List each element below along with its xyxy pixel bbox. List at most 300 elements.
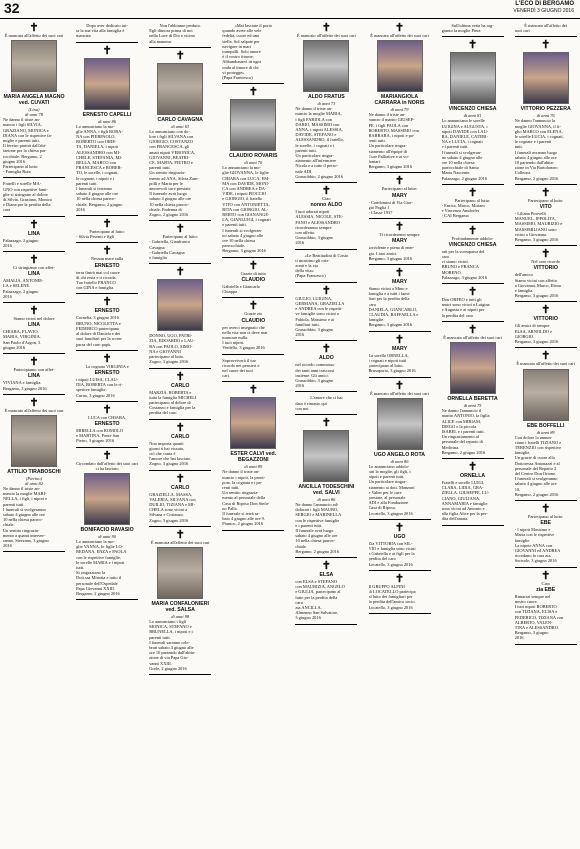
notice-text-line: Egli dimora prima di noi (149, 28, 193, 34)
cross-icon: ✝ (541, 248, 551, 261)
column-5 (295, 22, 357, 847)
notice-text-line: Un sentito ringrazia- (222, 490, 259, 496)
notice-text-line: ziamento ai dott. Manzoni (368, 484, 415, 490)
notice-text-line: parsa del caro papà. (76, 341, 111, 347)
notice-text-line: LA, GIANLUIGI, i cognati (222, 217, 271, 223)
notice-intro: Partecipano al lutto: (528, 513, 564, 519)
notice-text-line: Grassobbio, 3 giugno (295, 326, 334, 332)
obituary-notice (295, 285, 357, 342)
notice-text-line: del Centro Don Orione. (514, 470, 557, 476)
notice-text-line: nuncio la moglie MARIA, (295, 111, 342, 117)
notice-intro: Dopo aver dedicato tut- (86, 23, 128, 28)
notice-text-line: Bergamo, 3 giugno 2016 (368, 164, 413, 170)
notice-text-line: DIANA con le rispettive fa- (3, 132, 53, 138)
notice-text-line: sabato 4 giugno alle ore (295, 533, 338, 539)
deceased-age: di anni 89 (244, 464, 263, 470)
notice-text-line: Bergamo, 3 giugno 2016 (3, 385, 47, 391)
notice-text-line: alla mamma. (149, 38, 172, 44)
obituary-notice (149, 223, 211, 264)
cross-icon: ✝ (175, 266, 185, 279)
notice-text-line: SERGIO e MARINELLA (295, 512, 342, 518)
cross-icon: ✝ (102, 44, 112, 57)
column-3 (149, 22, 211, 847)
notice-intro: Partecipano al lutto: (528, 197, 564, 203)
notice-text-line: no sabato 4 giugno alle (441, 154, 483, 160)
notice-text-line: Il funerale avrà luogo (149, 191, 188, 197)
notice-text-line: I funerali si terranno (76, 186, 113, 192)
notice-text-line: cara (3, 207, 11, 213)
deceased-name: VINCENZO CHIESA (448, 106, 497, 113)
notice-text-line: Zogno, 2 giugno 2016 (149, 212, 189, 218)
notice-intro: «Le Beatitudini di Cristo (304, 252, 349, 258)
notice-text-line: e i parenti tutti. (441, 144, 469, 150)
notice-text-line: Fabiola, Massimo e ai (295, 316, 335, 322)
notice-text-line: Ne danno il triste an- (3, 117, 41, 123)
cross-icon: ✝ (102, 352, 112, 365)
notice-text-line: Locatello, 3 giugno 2016 (368, 604, 413, 610)
notice-text-line: RA con PAOLO, SIMO- (149, 343, 193, 349)
notice-text-line: di Silvia, Graziano, Monica (3, 197, 52, 203)
obituary-notice (369, 573, 431, 614)
notice-text-line: e GIORGIO, il fratello (222, 196, 263, 202)
notice-intro: Ciao (322, 196, 331, 202)
notice-intro: Ci stringiamo con affet- (13, 265, 55, 271)
notice-text-line: - Gabriella, Gianfranco (149, 239, 191, 245)
notice-text-line: ROBERTO, MASSIMO con (368, 127, 419, 133)
notice-text-line: ore 10 nella chiesa (222, 238, 256, 244)
notice-text-line: 2016 (295, 332, 305, 338)
obituary-notice (76, 450, 138, 601)
notice-text-line: mento a quanti interver- (3, 532, 46, 538)
notice-text-line: MANUEL, IPPOLITA, (514, 216, 556, 222)
notice-text-line: mento ad ANA, Silvia Zam- (149, 175, 199, 181)
cross-icon: ✝ (175, 49, 185, 62)
notice-text-line: Rimarrai sempre nel (514, 593, 551, 599)
notice-text-line: famiglie. (514, 537, 531, 543)
notice-intro: È mancato all'affetto dei (524, 23, 568, 28)
notice-text-line: CHELA sono vicini a (149, 507, 188, 513)
cross-icon: ✝ (248, 384, 258, 397)
notice-text-line: chiale. Bergamo, 2 giugno (76, 201, 123, 207)
notice-text-line: parenti tutti. (295, 147, 317, 153)
notice-text-line: no Palla. (222, 505, 238, 511)
notice-text-line: nel ricordo commosso (295, 362, 335, 368)
obituary-notice (149, 22, 211, 48)
notice-text-line: AMALIA, ANTONIE- (3, 278, 44, 284)
obituary-notice (369, 380, 431, 520)
notice-text-line: VIVIANA e famiglia. (3, 380, 42, 386)
notice-text-line: insieme. Gli amici. (295, 372, 329, 378)
notice-text-line: ranno. Stezzano, 3 giugno (3, 537, 49, 543)
deceased-nickname: (Lina) (28, 107, 40, 113)
notice-text-line: Fratelli e sorelle LUIGI, (441, 479, 485, 485)
cross-icon: ✝ (102, 245, 112, 258)
obituary-notice (295, 394, 357, 415)
notice-text-line: Sopravviverà il tuo (222, 357, 256, 363)
column-7 (442, 22, 504, 847)
notice-intro: È mancata all'affetto dei suoi cari (370, 33, 429, 38)
deceased-name: ALDO FRATUS (307, 94, 345, 101)
notice-text-line: navigare in mari (222, 43, 252, 49)
notice-text-line: CLAUDIA, RAFFAELLA e (368, 312, 419, 318)
notice-text-line: spettive famiglie. (76, 387, 107, 393)
notice-text-line: (Papa Francesco) (295, 273, 326, 279)
notice-text-line: dolorati i figli MAURO, (295, 507, 339, 513)
cross-icon: ✝ (175, 223, 185, 236)
notice-text-line: Bergamo, 2 giugno 2016 (76, 590, 120, 596)
notice-text-line: MASSIMILIANO sono (514, 226, 557, 232)
column-8 (515, 22, 577, 847)
notice-text-line: 10. (514, 486, 521, 492)
notice-text-line: dita dell'amata. (441, 516, 469, 522)
notice-text-line: ANNAMARIA e famiglie (441, 500, 488, 506)
notice-text-line: chiale. Endenna di (149, 206, 182, 212)
deceased-age: di anni 75 (463, 403, 482, 409)
notice-text-line: Bergamo, 2 giugno 2016 (514, 491, 559, 497)
notice-text-line: Casa di Riposo. (368, 505, 397, 511)
notice-intro: Partecipano al lutto: (381, 186, 418, 192)
obituary-notice (515, 503, 577, 568)
notice-text-line: con affetto. (295, 230, 316, 236)
notice-text-line: Si ringraziano la (76, 570, 106, 576)
notice-text-line: FEDERICO partecipano (76, 325, 120, 331)
notice-text-line: parenti tutti. (76, 180, 98, 186)
notice-text-line: DANIELA, GIANCARLO, (368, 306, 418, 312)
portrait-photo (11, 40, 57, 92)
notice-text-line: le sorelle LUCIA, i cognati, (514, 134, 564, 140)
notice-text-line: (Papa Francesco) (222, 75, 253, 81)
notice-intro: Siamo vicini nel dolore (13, 316, 55, 322)
notice-text-line: famiglie. (514, 450, 531, 456)
notice-text-line: Zogno, 3 giugno 2016 (149, 517, 189, 523)
portrait-photo (303, 40, 349, 92)
notice-intro: L'amore che ci hai (310, 395, 343, 401)
portrait-photo (377, 40, 423, 92)
obituary-notice (76, 45, 138, 216)
notice-text-line: DIEGO e la piccola (441, 423, 477, 429)
notice-text-line: Bergamo, 3 giugno 2016 (368, 322, 413, 328)
notice-intro: Ti ricorderemo sempre (379, 232, 420, 238)
notice-text-line: MIRELLA con ROMOLO (76, 427, 123, 433)
obituary-columns (3, 22, 577, 847)
notice-text-line: dell'amico (514, 272, 533, 278)
deceased-age: di anni 76 (536, 113, 555, 119)
deceased-age: di anni 63 (171, 123, 190, 129)
obituary-notice (295, 343, 357, 392)
cross-icon: ✝ (467, 39, 478, 52)
notice-text-line: ore 10 partendo dall'abita- (149, 650, 196, 656)
notice-intro: È mancato all'affetto dei suoi cari (370, 390, 429, 396)
notice-text-line: sorridente e piena di ener- (368, 245, 415, 251)
deceased-name: EBE (540, 520, 552, 527)
obituary-notice (149, 473, 211, 527)
notice-text-line: La sorella ORNELLA, (368, 352, 409, 358)
notice-text-line: nuncio il marito GIUSEP- (368, 117, 415, 123)
obituary-notice (3, 180, 65, 216)
notice-text-line: FANO e ALESSANDRO (295, 219, 340, 225)
notice-text-line: renti tutti. (368, 138, 386, 144)
notice-text-line: giorni ti hai vissuto, (149, 445, 185, 451)
obituary-notice (515, 248, 577, 302)
notice-text-line: con noi. (295, 405, 310, 411)
notice-intro: È mancata all'affetto dei suoi cari (4, 33, 64, 38)
notice-text-line: ve famiglie sono vicini a (295, 311, 339, 317)
notice-text-line: e GIULIA, partecipano al (295, 589, 341, 595)
cross-icon: ✝ (541, 186, 551, 199)
notice-text-line: Chiappa (222, 289, 237, 295)
notice-text-line: e famiglia. (514, 288, 534, 294)
obituary-notice (149, 529, 211, 675)
notice-intro: Partecipano al lutto: (454, 197, 491, 203)
notice-text-line: con TIZIANA, ELISA e (514, 609, 558, 615)
notice-text-line: Siamo vicini con affetto (514, 277, 557, 283)
deceased-name: EBE BOFFELLI (526, 422, 565, 429)
notice-text-line: vicini a Giovanna. (514, 231, 547, 237)
notice-text-line: 10 nella chiesa parroc- (76, 196, 116, 202)
notice-text-line: TINA e ALESSANDRO. (514, 624, 559, 630)
notice-text-line: rocchiale. Bergamo, 2 (3, 153, 42, 159)
notice-text-line: ELSA, ARNOLDO e (514, 328, 553, 334)
cross-icon: ✝ (175, 472, 185, 485)
notice-text-line: Brusaporto, 3 giugno 2016 (368, 368, 416, 374)
masthead (513, 1, 574, 15)
cross-icon: ✝ (321, 343, 331, 356)
notice-text-line: Il funerale avrà luogo (295, 527, 334, 533)
notice-text-line: CE, MARTA, PIETRO e (149, 160, 193, 166)
notice-text-line: la perdita dell'amico socio. (368, 599, 416, 605)
obituary-notice (222, 260, 284, 299)
notice-text-line: zia ANCILLA. (295, 604, 322, 610)
notice-text-line: ricordo nei pensieri e (222, 362, 260, 368)
notice-intro: La cognata VIRGINIA e (85, 363, 129, 369)
notice-text-line: ADI e alla Fondazione (368, 500, 409, 506)
notice-text-line: Almenno San Salvatore, (295, 610, 339, 616)
cross-icon: ✝ (248, 86, 258, 99)
notice-text-line: tutti. (514, 144, 523, 150)
notice-text-line: e Diana per la perdita della (3, 202, 51, 208)
notice-text-line: di LOCATELLO partecipa (368, 588, 416, 594)
notice-text-line: Sorisole, 3 giugno 2016 (514, 558, 557, 564)
obituary-notice (369, 334, 431, 378)
obituary-notice (295, 252, 357, 283)
notice-text-line: nella vita non ci deve mai (222, 329, 268, 335)
deceased-age: di anni 79 (390, 107, 409, 113)
notice-intro: Partecipano al lutto: (162, 234, 198, 240)
notice-text-line: glie si stringono al dolore (3, 191, 48, 197)
column-4 (222, 22, 284, 847)
portrait-photo (523, 369, 569, 421)
notice-text-line: Costanzo e famiglia per la (149, 405, 196, 411)
notice-text-line: Dott.ssa Minotta e tutto il (76, 575, 122, 581)
obituary-notice (442, 39, 504, 184)
notice-text-line: 10 nella chiesa parroc- (295, 538, 336, 544)
notice-text-line: Bergamo, 3 giugno 2016 (368, 255, 413, 261)
cross-icon: ✝ (175, 421, 185, 434)
deceased-name: ESTER CALVI ved. BEGAZZONI (230, 451, 277, 464)
notice-text-line: RELLA, MARCO con (76, 160, 116, 166)
notice-text-line: gia. I tuoi amici. (368, 250, 398, 256)
cross-icon: ✝ (394, 521, 405, 534)
notice-text-line: Maria con le rispettive (514, 532, 555, 538)
notice-text-line: quando avete alle vele (222, 28, 262, 34)
notice-text-line: I funerali si svolgeranno (3, 506, 46, 512)
obituary-notice (149, 266, 211, 368)
notice-text-line: NA con PIERPAOLO, (76, 134, 116, 140)
notice-text-line: nuncio i nipoti, la proni- (222, 474, 266, 480)
notice-text-line: 2016 (3, 543, 12, 549)
deceased-name: MARIA CONFALONIERI ved. SALSA (151, 600, 209, 613)
notice-text-line: no sabato 4 giugno alle (222, 232, 264, 238)
notice-text-line: vi siamo vicini. (441, 259, 469, 265)
notice-text-line: onda al timore di chi (222, 64, 259, 70)
cross-icon: ✝ (467, 323, 478, 336)
notice-text-line: Lo annunciano la mo- (76, 538, 115, 544)
notice-text-line: GRAZIELLA, MASSA, (149, 491, 193, 497)
cross-icon: ✝ (248, 259, 258, 272)
notice-text-line: I funerali avranno luogo (514, 149, 558, 155)
obituary-notice (149, 371, 211, 420)
notice-text-line: sono vicini ad Antonio e (441, 505, 485, 511)
cross-icon: ✝ (29, 218, 39, 231)
notice-text-line: al dolore di Daniela e dei (76, 331, 121, 337)
notice-text-line: - CAI Bergamo (441, 213, 469, 219)
notice-text-line: - Enrica, Marco, Miriam (441, 203, 485, 209)
notice-text-line: suoi familiari per la scom- (76, 336, 123, 342)
notice-text-line: NELLA, i figli, i nipoti e (3, 496, 48, 502)
notice-text-line: FEDERICO, TIZIANA con (514, 614, 564, 620)
notice-text-line: terra finirà mai col cuore (76, 269, 120, 275)
notice-text-line: Maria Nascente. (441, 170, 471, 176)
notice-text-line: con FRANCESCA, gli (149, 144, 190, 150)
notice-text-line: DONNO, UGO, PATRI- (149, 333, 193, 339)
notice-text-line: nel cuore dei tuoi (222, 367, 253, 373)
obituary-notice (442, 286, 504, 322)
notice-text-line: - Famiglia Rota (3, 169, 31, 175)
cross-icon: ✝ (102, 403, 112, 416)
notice-text-line: e i parenti tutti. (295, 522, 323, 528)
notice-text-line: nostro cuore. (514, 598, 538, 604)
notice-text-line: - I nipoti Massimo e (514, 527, 551, 533)
cross-icon: ✝ (102, 449, 112, 462)
notice-intro: È mancata all'affetto dei suoi cari (443, 334, 502, 340)
notice-text-line: BARBARA, i nipoti e pa- (368, 133, 415, 139)
notice-text-line: CHELE, STEFANIA, MI- (76, 154, 123, 160)
notice-text-line: DUILIO, TIZIANA e MI- (149, 501, 195, 507)
notice-text-line: Ne danno l'annuncio ad- (295, 501, 339, 507)
notice-text-line: GIULIO, LUIGINA, (295, 295, 333, 301)
obituary-notice (515, 22, 577, 37)
notice-text-line: nuncio i figli SILVIA, (3, 122, 42, 128)
notice-text-line: LUIGINA e AUGUSTA, i (441, 123, 488, 129)
notice-text-line: chiale. (295, 543, 307, 549)
notice-text-line: i nipoti LUISA, CLAU- (76, 376, 119, 382)
deceased-name: CARLO (170, 433, 190, 440)
notice-intro: Sull'ultima vetta ha rag- (451, 23, 494, 28)
notice-text-line: MONICA, STEFANO e (149, 624, 192, 630)
deceased-name: nonno ALDO (310, 202, 343, 209)
notice-text-line: tazione per la chiesa par- (3, 148, 47, 154)
notice-text-line: Don ORFEO e tutti gli (441, 297, 482, 303)
cross-icon: ✝ (321, 22, 331, 34)
notice-text-line: Ne danno il triste an- (295, 106, 333, 112)
cross-icon: ✝ (29, 396, 39, 409)
notice-text-line: MASSIMO, MAURIZIO e (514, 221, 563, 227)
notice-text-line: Non importa quanti (149, 440, 184, 446)
notice-text-line: Bergamo, 3 giugno 2016 (514, 237, 559, 243)
notice-text-line: Palazzago, 2 giugno (3, 288, 39, 294)
notice-text-line: Verdello, 3 giugno 2016 (222, 345, 265, 351)
deceased-name: MARY (391, 238, 408, 245)
notice-text-line: ciò che conta è (149, 450, 176, 456)
portrait-photo (157, 547, 203, 599)
notice-text-line: parrocchiale. (222, 243, 246, 249)
notice-text-line: Locatello, 3 giugno 2016 (368, 510, 413, 516)
notice-text-line: ISABEL e i parenti tutti. (441, 428, 485, 434)
deceased-name: ERNESTO (94, 420, 120, 427)
obituary-notice (76, 218, 138, 243)
deceased-name: CLAUDIO (241, 317, 266, 324)
deceased-name: VITO (539, 204, 552, 211)
notice-text-line: Il funerale si terrà sa- (222, 510, 260, 516)
notice-text-line: partecipano al dolore di (149, 399, 191, 405)
notice-text-line: Cure Palliative e ai vo- (368, 153, 409, 159)
deceased-name: ORNELLA (460, 472, 486, 479)
cross-icon: ✝ (394, 379, 405, 392)
notice-text-line: Un sentito ringrazia- (3, 527, 40, 533)
notice-text-line: di chi resta e ti ricorda. (76, 274, 117, 280)
notice-text-line: I tuoi adorati nipoti (295, 209, 330, 215)
obituary-notice (76, 296, 138, 350)
notice-intro: È mancato all'affetto dei suoi cari (296, 33, 356, 38)
notice-text-line: MARIA, VIRGINIA. (3, 334, 41, 340)
notice-text-line: MORENO. (441, 269, 462, 275)
notice-text-line: caro (441, 254, 450, 260)
notice-text-line: 10 partendo dall'abita- (514, 160, 555, 166)
notice-text-line: CA con ANDREA e DA- (222, 186, 267, 192)
obituary-notice (76, 353, 138, 402)
notice-text-line: Un particolare ringra- (368, 479, 407, 485)
deceased-name: ORNELLA BERETTA (447, 396, 498, 403)
notice-text-line: Zogno, 3 giugno 2016 (149, 461, 189, 467)
notice-text-line: Casa di Riposo Don Stefa- (222, 500, 270, 506)
notice-text-line: PE, i figli PAOLA con (368, 122, 408, 128)
newspaper-name: L'ECO DI BERGAMO (515, 1, 574, 7)
obituary-notice (222, 86, 284, 257)
notice-text-line: suoi cari (514, 28, 530, 34)
notice-text-line: Palazzago, 2 giugno 2016 (441, 175, 487, 181)
notice-text-line: MARZIA, ROBERTA e (149, 389, 192, 395)
notice-text-line: sabato 4 giugno alle ore (76, 191, 119, 197)
notice-text-line: le cognate, i nipoti e i (76, 175, 115, 181)
notice-text-line: GIOVANNI ed ANDREA (514, 547, 561, 553)
notice-text-line: famiglie. (368, 317, 385, 323)
notice-text-line: CLARA, LIDIA, GRA- (441, 485, 484, 491)
notice-text-line: DARIO, MASSIMO con (295, 121, 340, 127)
notice-intro: Non l'abbiamo perduto. (159, 23, 201, 28)
notice-text-line: ANNA, i nipoti ALESSIA, (295, 127, 343, 133)
notice-text-line: parenti tutti. (149, 634, 171, 640)
deceased-name: ERNESTO (94, 262, 120, 269)
notice-text-line: rati la moglie, gli figli, i (368, 468, 411, 474)
obituary-notice (515, 570, 577, 645)
notice-intro: Circondato dall'affetto dei suoi cari ci ha lasciato (76, 460, 139, 471)
cross-icon: ✝ (321, 416, 331, 429)
notice-text-line: I tuoi nipoti ROBERTO (514, 604, 557, 610)
notice-text-line: NA e LUCIA, i cognati (441, 139, 483, 145)
notice-text-line: Lo annunciano con do- (149, 128, 190, 134)
notice-text-line: Ne danno il triste an- (222, 469, 260, 475)
portrait-photo (84, 58, 130, 110)
